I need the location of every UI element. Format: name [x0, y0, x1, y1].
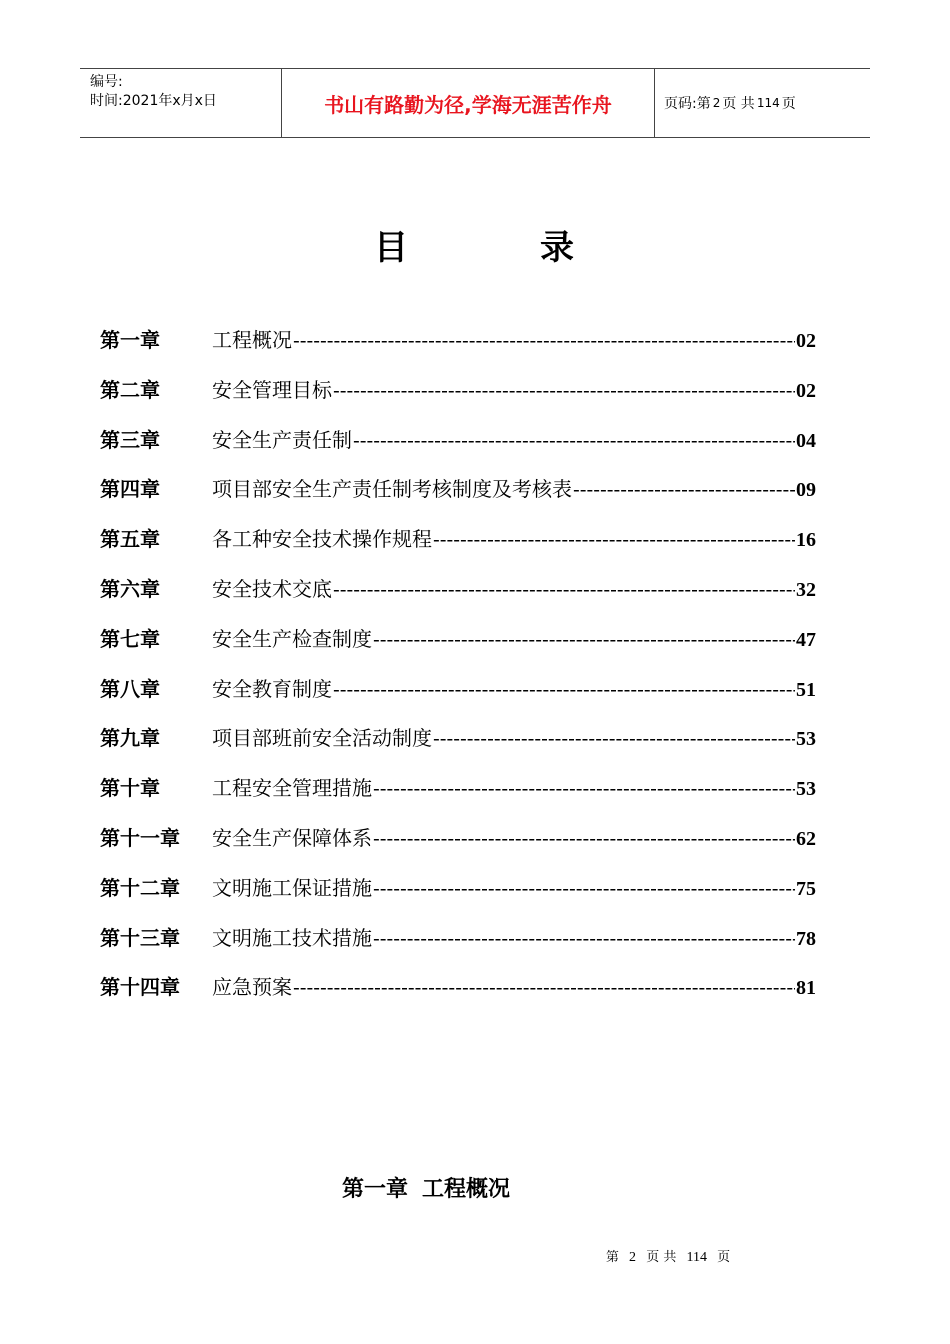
toc-entry[interactable] — [100, 324, 816, 374]
toc-entry-page: 53 — [796, 728, 816, 751]
toc-entry-chapter: 第十一章 — [100, 825, 180, 850]
toc-entry[interactable] — [100, 473, 816, 523]
header-page-prefix: 页码:第 — [664, 96, 711, 112]
toc-entry[interactable] — [100, 523, 816, 573]
header-meta — [80, 69, 282, 137]
footer-mid: 页 共 — [646, 1250, 677, 1265]
toc-entry[interactable] — [100, 971, 816, 1021]
toc-entry-page: 81 — [796, 977, 816, 1000]
toc-entry-title: 各工种安全技术操作规程 — [212, 527, 432, 552]
toc-entry-chapter: 第三章 — [100, 427, 160, 452]
toc-entry-title: 安全生产保障体系 — [212, 825, 372, 850]
toc-leader-dashes — [433, 726, 795, 750]
toc-entry-page: 02 — [796, 379, 816, 402]
toc-entry-page: 47 — [796, 628, 816, 651]
header-slogan: 书山有路勤为径,学海无涯苦作舟 — [282, 69, 655, 137]
footer-prefix: 第 — [605, 1250, 619, 1265]
toc-leader-dashes — [373, 627, 795, 651]
toc-entry[interactable] — [100, 424, 816, 474]
toc-leader-dashes — [293, 975, 795, 999]
toc-entry-page: 02 — [796, 330, 816, 352]
toc-leader-dashes — [333, 577, 795, 601]
toc-leader-dashes — [373, 776, 795, 800]
header-code-label: 编号: — [90, 74, 123, 90]
toc-entry-title: 工程概况 — [212, 328, 292, 352]
footer-current: 2 — [629, 1250, 637, 1265]
toc-entry[interactable] — [100, 623, 816, 673]
toc-entry-title: 安全生产责任制 — [212, 427, 352, 452]
toc-leader-dashes — [433, 527, 795, 551]
toc-entry-chapter: 第七章 — [100, 626, 160, 651]
toc-entry-chapter: 第十章 — [100, 776, 160, 801]
toc-entry-chapter: 第六章 — [100, 576, 160, 601]
toc-leader-dashes — [373, 876, 795, 900]
toc-leader-dashes — [333, 677, 795, 701]
toc-entry-page: 51 — [796, 678, 816, 701]
toc-leader-dashes — [333, 378, 795, 402]
header-page-total: 114 — [756, 96, 780, 110]
toc-entry-title: 安全技术交底 — [212, 576, 332, 601]
header-page-suffix: 页 — [781, 96, 796, 112]
toc-entry-page: 32 — [796, 578, 816, 601]
toc-entry-chapter: 第五章 — [100, 527, 160, 552]
chapter-heading-label: 第一章 — [341, 1176, 408, 1202]
toc-entry-title: 安全管理目标 — [212, 377, 332, 402]
toc-entry-page: 16 — [796, 529, 816, 552]
toc-entry-title: 安全教育制度 — [212, 676, 332, 701]
header-page-current: 2 — [712, 96, 721, 110]
toc-entry-chapter: 第一章 — [100, 328, 160, 352]
toc-entry-chapter: 第十三章 — [100, 925, 180, 950]
toc-entry-page: 09 — [796, 479, 816, 502]
toc-entry[interactable] — [100, 822, 816, 872]
toc-leader-dashes — [293, 328, 795, 352]
chapter-heading-title: 工程概况 — [422, 1176, 511, 1202]
toc-entry-page: 04 — [796, 429, 816, 452]
toc-entry-title: 文明施工保证措施 — [212, 875, 372, 900]
toc-entry[interactable] — [100, 772, 816, 822]
toc-entry-title: 项目部班前安全活动制度 — [212, 726, 432, 751]
toc-entry-chapter: 第十四章 — [100, 975, 180, 1000]
toc-entry[interactable] — [100, 573, 816, 623]
toc-title-right: 录 — [540, 228, 576, 268]
toc-leader-dashes — [373, 826, 795, 850]
toc-title-left: 目 — [374, 228, 410, 268]
toc-entry-title: 项目部安全生产责任制考核制度及考核表 — [212, 477, 572, 502]
header-page-mid: 页 共 — [722, 96, 755, 112]
header-page-info — [655, 69, 870, 137]
toc-leader-dashes — [353, 428, 795, 452]
toc-entry[interactable] — [100, 673, 816, 723]
toc-title — [0, 220, 950, 269]
toc-entry-title: 工程安全管理措施 — [212, 776, 372, 801]
toc-leader-dashes — [573, 477, 795, 501]
toc-entry-title: 文明施工技术措施 — [212, 925, 372, 950]
page-footer — [0, 1246, 950, 1266]
toc-leader-dashes — [373, 926, 795, 950]
toc-entry-title: 应急预案 — [212, 975, 292, 1000]
toc-entry[interactable] — [100, 872, 816, 922]
toc-entry-page: 75 — [796, 877, 816, 900]
table-of-contents — [100, 324, 816, 1021]
footer-suffix: 页 — [717, 1250, 731, 1265]
toc-entry[interactable] — [100, 922, 816, 972]
chapter-heading — [0, 1172, 852, 1203]
toc-entry-chapter: 第四章 — [100, 477, 160, 502]
header-time-label: 时间:2021年x月x日 — [90, 93, 217, 109]
toc-entry-chapter: 第八章 — [100, 676, 160, 701]
toc-entry-page: 53 — [796, 778, 816, 801]
toc-entry[interactable] — [100, 722, 816, 772]
toc-entry-page: 62 — [796, 827, 816, 850]
toc-entry-chapter: 第二章 — [100, 377, 160, 402]
document-header — [80, 68, 870, 138]
toc-entry-chapter: 第九章 — [100, 726, 160, 751]
footer-total: 114 — [686, 1250, 707, 1265]
toc-entry[interactable] — [100, 374, 816, 424]
toc-entry-title: 安全生产检查制度 — [212, 626, 372, 651]
toc-entry-chapter: 第十二章 — [100, 875, 180, 900]
toc-entry-page: 78 — [796, 927, 816, 950]
